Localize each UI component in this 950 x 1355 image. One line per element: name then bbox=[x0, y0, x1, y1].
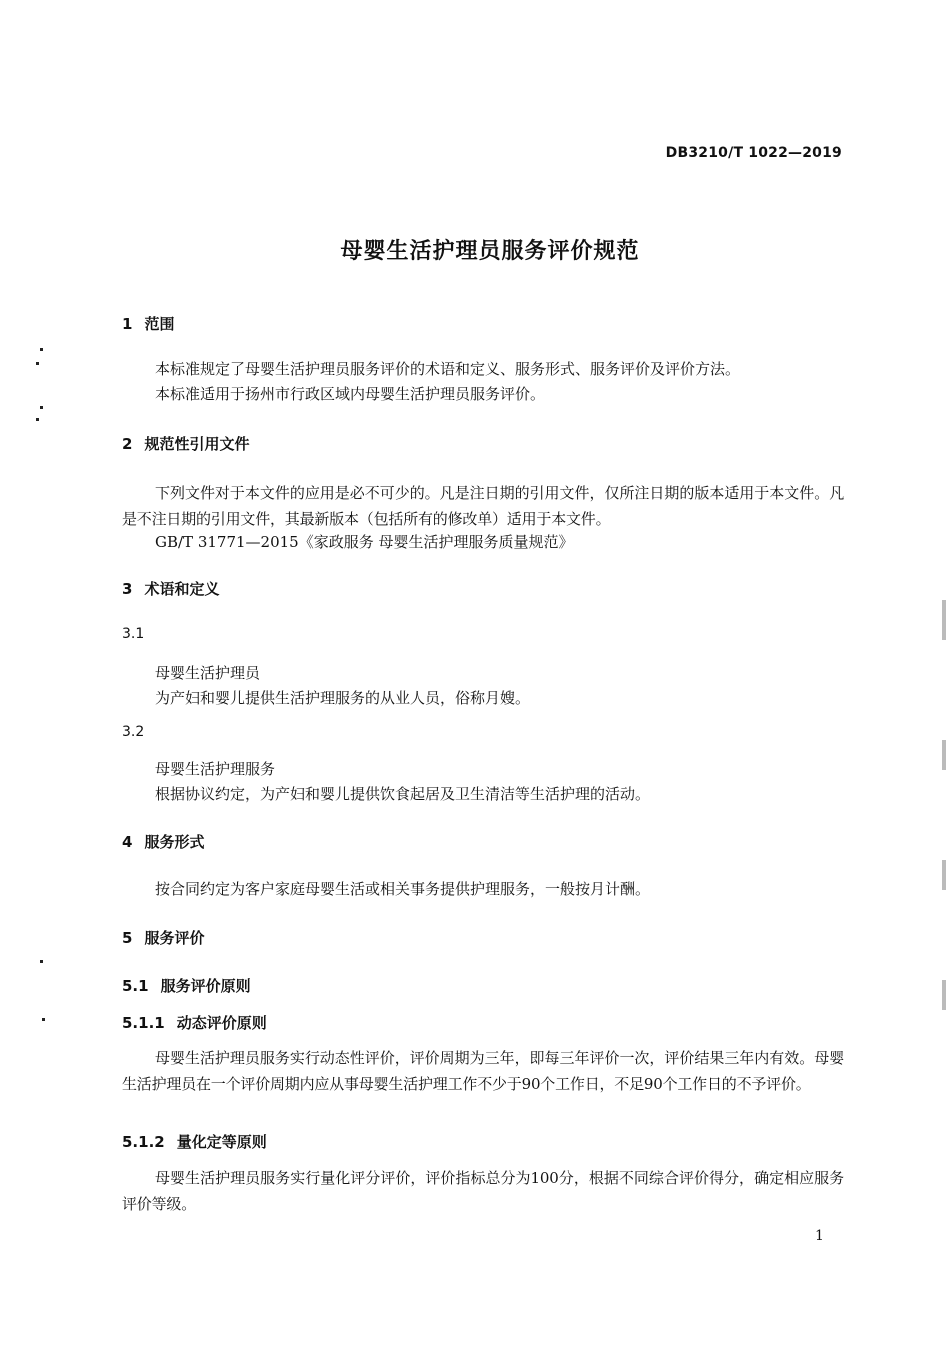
scope-paragraph-2: 本标准适用于扬州市行政区域内母婴生活护理员服务评价。 bbox=[155, 385, 546, 403]
service-form-paragraph: 按合同约定为客户家庭母婴生活或相关事务提供护理服务，一般按月计酬。 bbox=[155, 880, 651, 898]
subsection-number: 5.1 bbox=[122, 977, 149, 995]
scan-speck bbox=[36, 362, 39, 365]
scan-speck bbox=[40, 348, 43, 351]
section-number: 1 bbox=[122, 315, 133, 333]
scan-speck bbox=[42, 1018, 45, 1021]
section-heading-5 bbox=[122, 927, 204, 948]
subsection-heading-5-1-1 bbox=[122, 1012, 267, 1033]
normative-references-paragraph: 下列文件对于本文件的应用是必不可少的。凡是注日期的引用文件，仅所注日期的版本适用于本文件。凡是不注日期的引用文件，其最新版本（包括所有的修改单）适用于本文件。 bbox=[122, 484, 844, 528]
term-definition-3-2: 根据协议约定，为产妇和婴儿提供饮食起居及卫生清洁等生活护理的活动。 bbox=[155, 785, 651, 803]
subsection-heading-5-1 bbox=[122, 975, 251, 996]
dynamic-evaluation-paragraph: 母婴生活护理员服务实行动态性评价，评价周期为三年，即每三年评价一次，评价结果三年内有效。母婴生活护理员在一个评价周期内应从事母婴生活护理工作不少于90个工作日，不足90个工作日的不予评价。 bbox=[122, 1049, 844, 1093]
scope-paragraph-1: 本标准规定了母婴生活护理员服务评价的术语和定义、服务形式、服务评价及评价方法。 bbox=[155, 360, 741, 378]
scan-speck bbox=[40, 960, 43, 963]
scan-speck bbox=[36, 418, 39, 421]
section-heading-2 bbox=[122, 433, 249, 454]
term-name-3-1: 母婴生活护理员 bbox=[155, 664, 261, 682]
page-number: 1 bbox=[815, 1228, 824, 1244]
scan-edge-mark bbox=[942, 980, 946, 1010]
section-heading-1 bbox=[122, 313, 174, 334]
term-definition-3-1: 为产妇和婴儿提供生活护理服务的从业人员，俗称月嫂。 bbox=[155, 689, 531, 707]
section-title: 规范性引用文件 bbox=[144, 435, 250, 453]
section-number: 2 bbox=[122, 435, 133, 453]
quantitative-grading-paragraph: 母婴生活护理员服务实行量化评分评价，评价指标总分为100分，根据不同综合评价得分，确定相应服务评价等级。 bbox=[122, 1169, 844, 1213]
section-number: 4 bbox=[122, 833, 133, 851]
subsection-title: 动态评价原则 bbox=[176, 1014, 267, 1032]
section-title: 服务形式 bbox=[144, 833, 205, 851]
scan-edge-mark bbox=[942, 600, 946, 640]
subsection-title: 量化定等原则 bbox=[176, 1133, 267, 1151]
section-title: 术语和定义 bbox=[144, 580, 220, 598]
term-name-3-2: 母婴生活护理服务 bbox=[155, 760, 276, 778]
term-number-3-1: 3.1 bbox=[122, 626, 145, 642]
document-title: 母婴生活护理员服务评价规范 bbox=[340, 239, 640, 264]
section-heading-3 bbox=[122, 578, 219, 599]
subsection-title: 服务评价原则 bbox=[160, 977, 251, 995]
scan-speck bbox=[40, 406, 43, 409]
section-number: 5 bbox=[122, 929, 133, 947]
reference-item: GB/T 31771—2015《家政服务 母婴生活护理服务质量规范》 bbox=[155, 533, 574, 551]
subsection-heading-5-1-2 bbox=[122, 1131, 267, 1152]
scan-edge-mark bbox=[942, 740, 946, 770]
section-heading-4 bbox=[122, 831, 204, 852]
term-number-3-2: 3.2 bbox=[122, 724, 145, 740]
subsection-number: 5.1.1 bbox=[122, 1014, 165, 1032]
subsection-number: 5.1.2 bbox=[122, 1133, 165, 1151]
section-number: 3 bbox=[122, 580, 133, 598]
section-title: 服务评价 bbox=[144, 929, 205, 947]
document-code: DB3210/T 1022—2019 bbox=[665, 145, 842, 161]
section-title: 范围 bbox=[144, 315, 175, 333]
scan-edge-mark bbox=[942, 860, 946, 890]
